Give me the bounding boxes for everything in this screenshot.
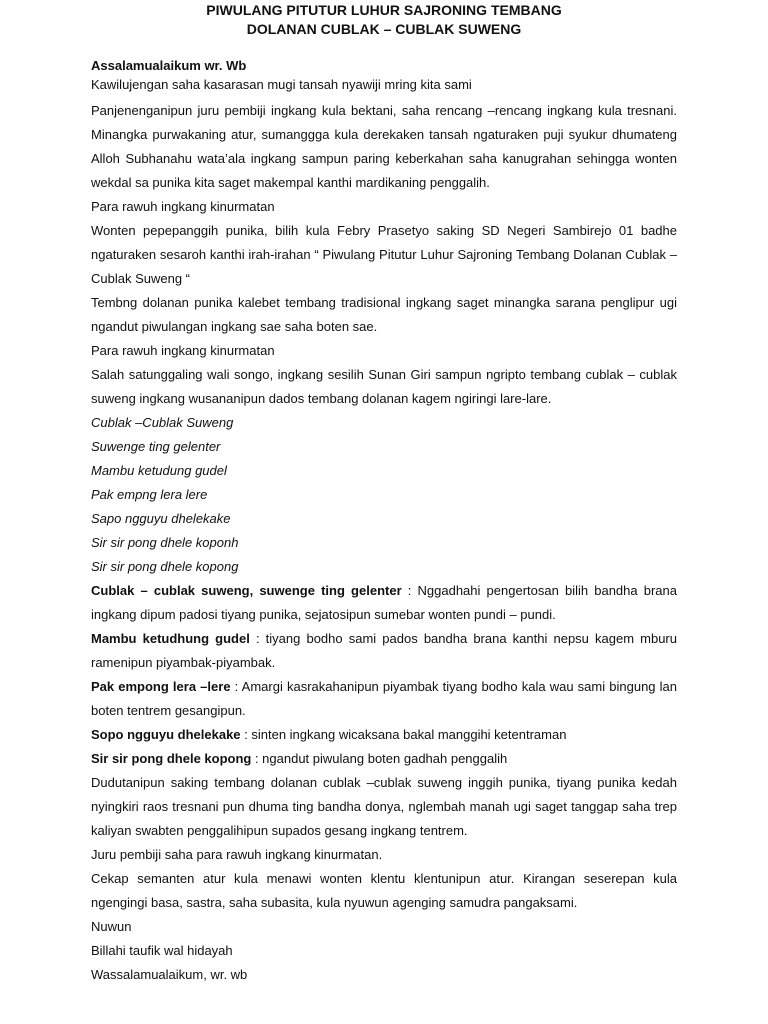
- explanation-item: [91, 627, 677, 675]
- lyric-line: Sir sir pong dhele koponh: [91, 535, 239, 550]
- explanation-term: Pak empong lera –lere: [91, 679, 231, 694]
- paragraph-billahi: Billahi taufik wal hidayah: [91, 943, 233, 958]
- lyric-line: Sir sir pong dhele kopong: [91, 559, 239, 574]
- explanation-text: : sinten ingkang wicaksana bakal manggihi ketentraman: [240, 727, 567, 742]
- document-title-line-1: PIWULANG PITUTUR LUHUR SAJRONING TEMBANG: [206, 2, 562, 18]
- song-lyrics: [91, 411, 677, 579]
- lyric-line: Pak empng lera lere: [91, 487, 208, 502]
- explanation-text: : Amargi kasrakahanipun piyambak tiyang bodho kala wau sami bingung lan boten tentrem gesangipun.: [91, 679, 677, 718]
- paragraph-sunan-giri: Salah satunggaling wali songo, ingkang sesilih Sunan Giri sampun ngripto tembang cublak – cublak suweng ingkang wusananipun dados tembang dolanan kagem ngiringi lare-lare.: [91, 367, 677, 406]
- lyric-line: Sapo ngguyu dhelekake: [91, 511, 231, 526]
- explanation-text: : tiyang bodho sami pados bandha brana kanthi nepsu kagem mburu ramenipun piyambak-piyambak.: [91, 631, 677, 670]
- explanation-item: [91, 747, 677, 771]
- explanation-term: Mambu ketudhung gudel: [91, 631, 250, 646]
- paragraph-opening: Panjenenganipun juru pembiji ingkang kula bektani, saha rencang –rencang ingkang kula tresnani. Minangka purwakaning atur, sumanggga kula derekaken tansah ngaturaken puji syukur dhumateng Alloh Subhanahu wata’ala ingkang sampun paring keberkahan saha kanugrahan sehingga wonten wekdal sa punika kita saget makempal kanthi mardikaning penggalih.: [91, 103, 677, 190]
- lyric-line: Mambu ketudung gudel: [91, 463, 227, 478]
- paragraph-jury: Juru pembiji saha para rawuh ingkang kinurmatan.: [91, 847, 383, 862]
- paragraph-wellbeing: Kawilujengan saha kasarasan mugi tansah nyawiji mring kita sami: [91, 77, 472, 92]
- paragraph-introduction: Wonten pepepanggih punika, bilih kula Febry Prasetyo saking SD Negeri Sambirejo 01 badhe ngaturaken sesaroh kanthi irah-irahan “ Piwulang Pitutur Luhur Sajroning Tembang Dolanan Cublak – Cublak Suweng “: [91, 223, 677, 286]
- paragraph-nuwun: Nuwun: [91, 919, 132, 934]
- explanation-item: [91, 675, 677, 723]
- paragraph-closing: Cekap semanten atur kula menawi wonten klentu klentunipun atur. Kirangan seserepan kula ngengingi basa, sastra, saha subasita, kula nyuwun agenging samudra pangaksami.: [91, 871, 677, 910]
- explanation-item: [91, 723, 677, 747]
- paragraph-farewell: Wassalamualaikum, wr. wb: [91, 967, 248, 982]
- explanation-term: Sir sir pong dhele kopong: [91, 751, 252, 766]
- greeting: Assalamualaikum wr. Wb: [91, 58, 247, 73]
- paragraph-honored-guests-2: Para rawuh ingkang kinurmatan: [91, 343, 275, 358]
- paragraph-honored-guests-1: Para rawuh ingkang kinurmatan: [91, 199, 275, 214]
- lyric-line: Cublak –Cublak Suweng: [91, 415, 234, 430]
- explanation-text: : ngandut piwulang boten gadhah penggalih: [251, 751, 508, 766]
- paragraph-conclusion: Dudutanipun saking tembang dolanan cublak –cublak suweng inggih punika, tiyang punika kedah nyingkiri raos tresnani pun dhuma ting bandha donya, nglembah manah ugi saget tanggap saha trep kaliyan swabten penggalihipun supados gesang ingkang tentrem.: [91, 775, 677, 838]
- paragraph-song-description: Tembng dolanan punika kalebet tembang tradisional ingkang saget minangka sarana penglipur ugi ngandut piwulangan ingkang sae saha boten sae.: [91, 295, 677, 334]
- explanation-term: Sopo ngguyu dhelekake: [91, 727, 241, 742]
- lyric-line: Suwenge ting gelenter: [91, 439, 221, 454]
- explanation-text: : Nggadhahi pengertosan bilih bandha brana ingkang dipum padosi tiyang punika, sejatosipun sumebar wonten pundi – pundi.: [91, 583, 678, 622]
- explanation-term: Cublak – cublak suweng, suwenge ting gelenter: [91, 583, 402, 598]
- document-title-line-2: DOLANAN CUBLAK – CUBLAK SUWENG: [246, 21, 522, 37]
- explanation-item: [91, 579, 677, 627]
